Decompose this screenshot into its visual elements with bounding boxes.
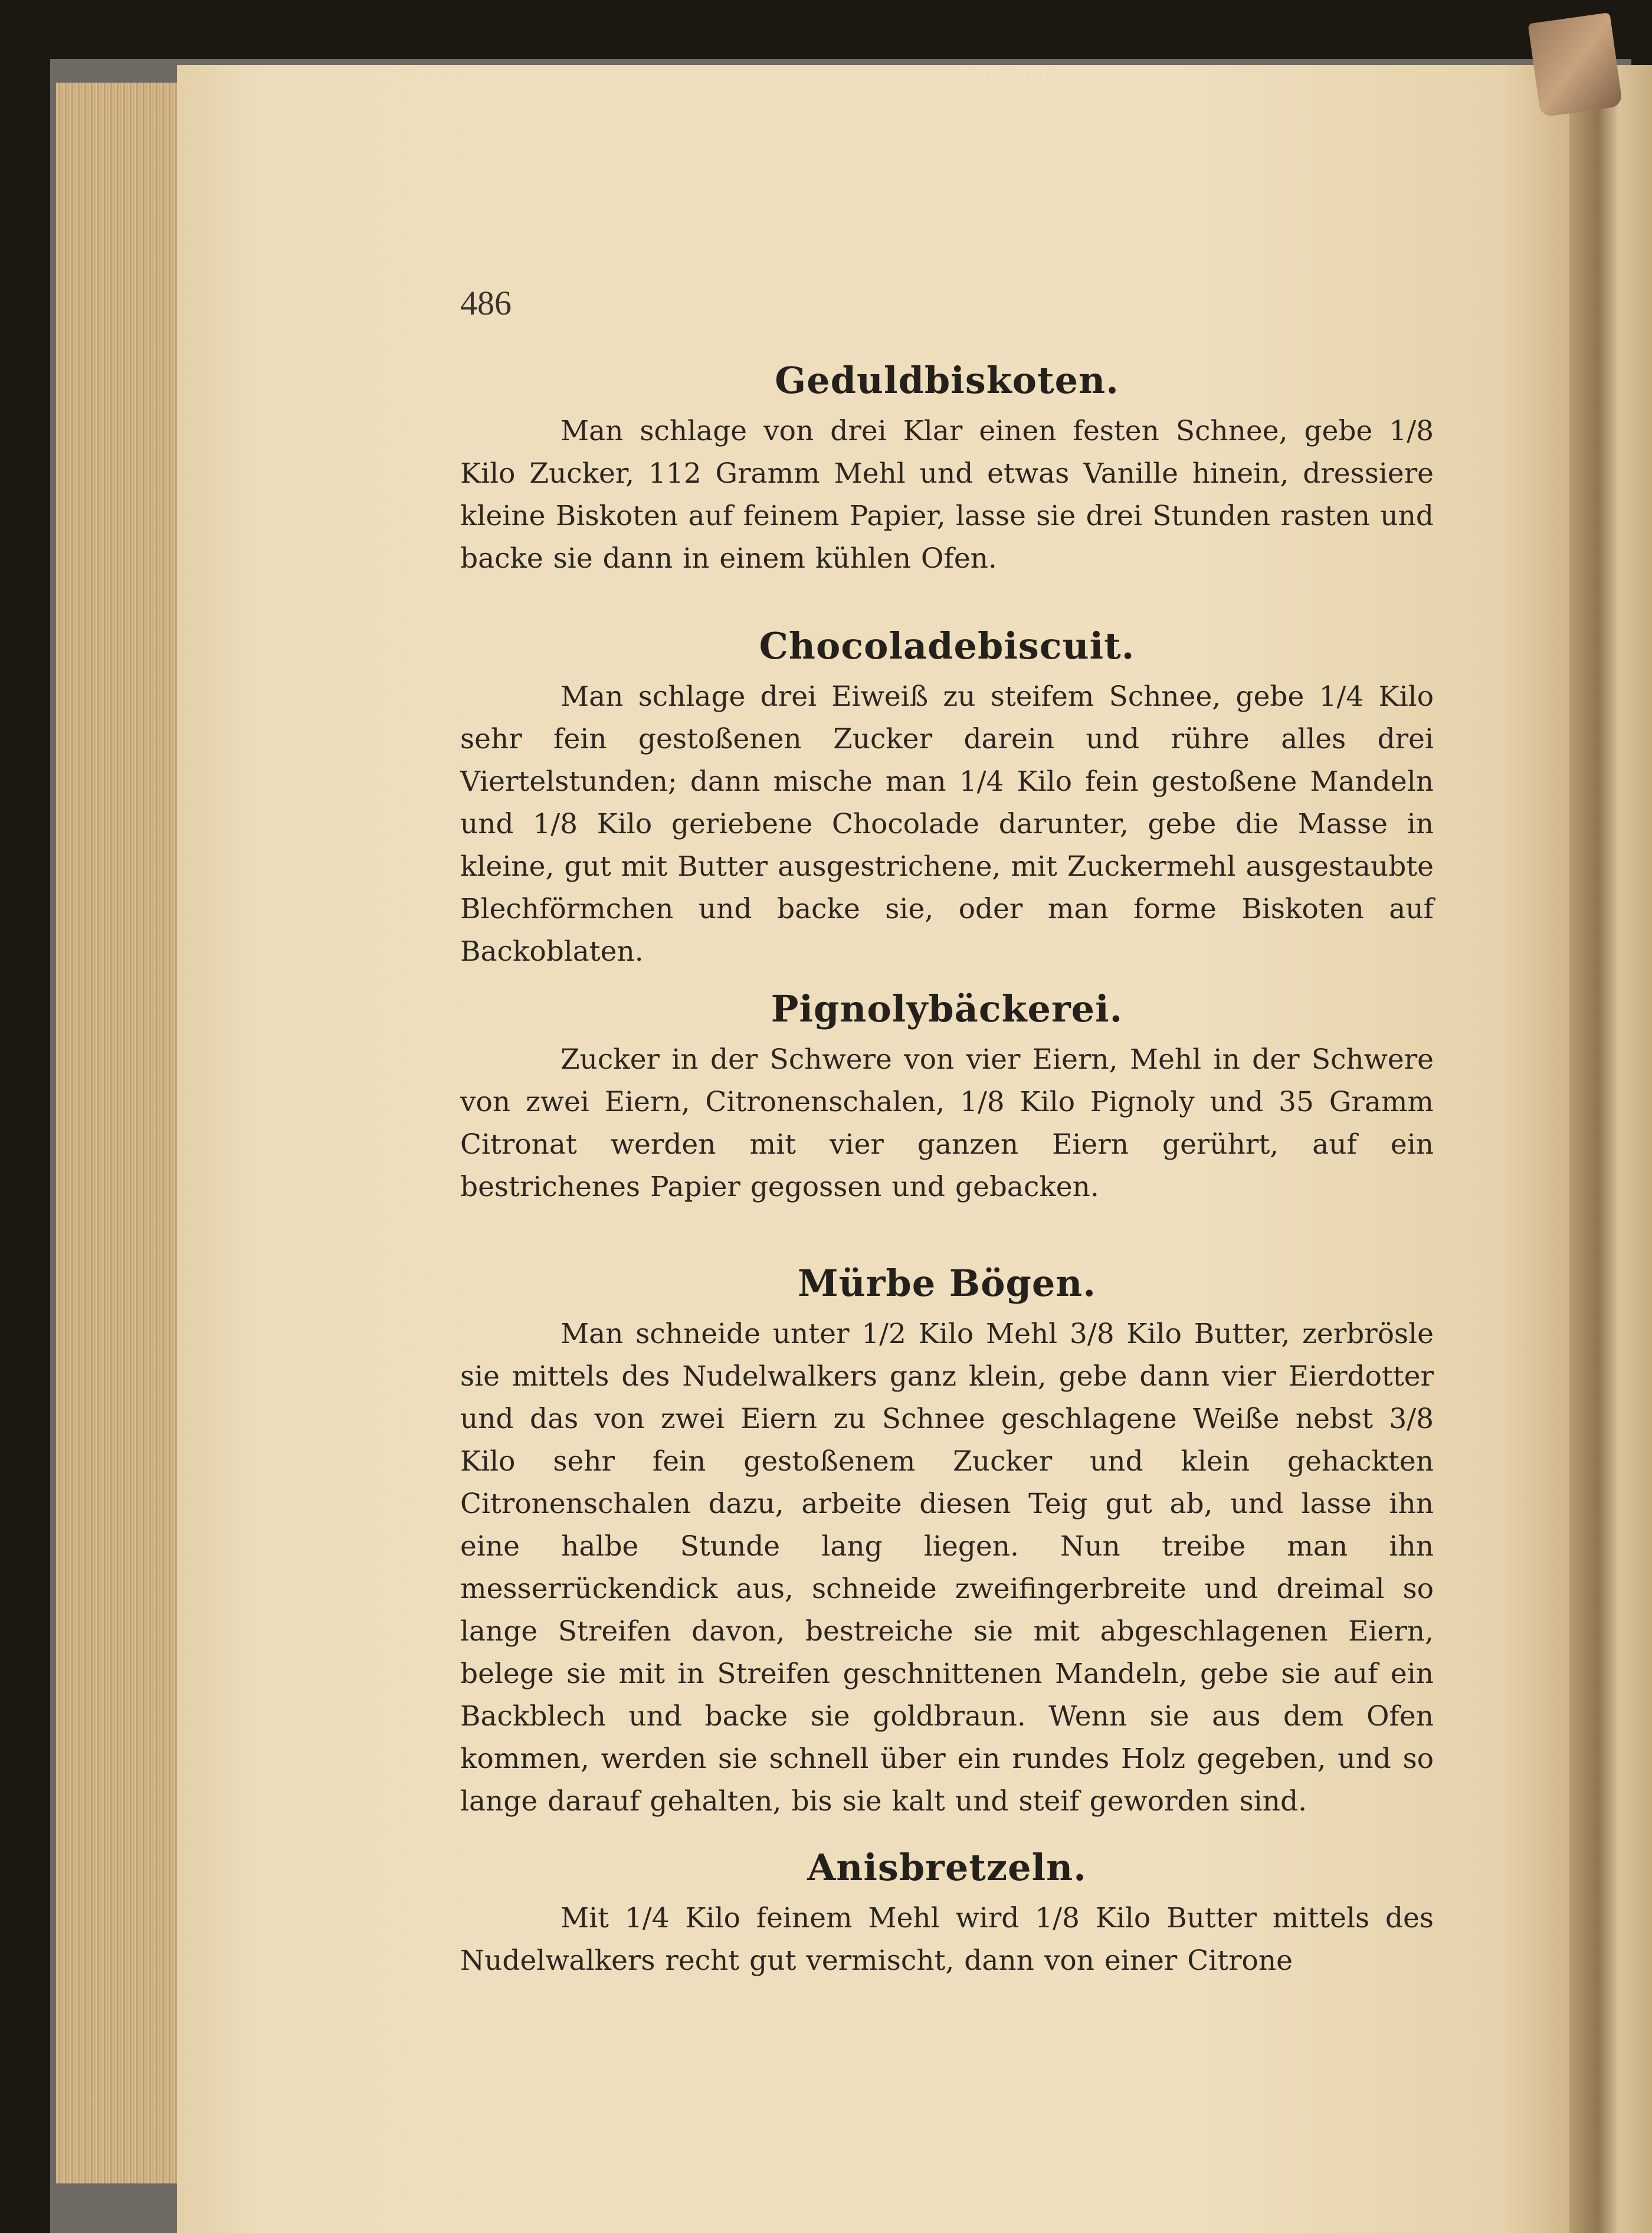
- recipe-anisbretzeln: [460, 1838, 1434, 1982]
- recipe-text: Zucker in der Schwere von vier Eiern, Mehl in der Schwere von zwei Eiern, Citronenschalen, 1/8 Kilo Pignoly und 35 Gramm Citronat werden mit vier ganzen Eiern gerührt, auf ein bestrichenes Papier gegossen und gebacken.: [460, 1043, 1434, 1203]
- book-gutter: [1569, 65, 1652, 2233]
- recipe-title: Pignolybäckerei.: [771, 987, 1123, 1030]
- recipe-title: Mürbe Bögen.: [798, 1262, 1096, 1305]
- recipe-title: Chocoladebiscuit.: [759, 624, 1135, 667]
- recipe-geduldbiskoten: [460, 351, 1434, 580]
- recipe-title: Anisbretzeln.: [807, 1846, 1087, 1889]
- recipe-text: Man schneide unter 1/2 Kilo Mehl 3/8 Kilo Butter, zerbrösle sie mittels des Nudelwalkers ganz klein, gebe dann vier Eierdotter und das von zwei Eiern zu Schnee geschlagene Weiße nebst 3/8 Kilo sehr fein gestoßenem Zucker und klein gehackten Citronenschalen dazu, arbeite diesen Teig gut ab, und lasse ihn eine halbe Stunde lang liegen. Nun treibe man ihn messerrückendick aus, schneide zweifingerbreite und dreimal so lange Streifen davon, bestreiche sie mit abgeschlagenen Eiern, belege sie mit in Streifen geschnittenen Mandeln, gebe sie auf ein Backblech und backe sie goldbraun. Wenn sie aus dem Ofen kommen, werden sie schnell über ein rundes Holz gegeben, und so lange darauf gehalten, bis sie kalt und steif geworden sind.: [460, 1318, 1434, 1818]
- recipe-text: Man schlage von drei Klar einen festen Schnee, gebe 1/8 Kilo Zucker, 112 Gramm Mehl und etwas Vanille hinein, dressiere kleine Biskoten auf feinem Papier, lasse sie drei Stunden rasten und backe sie dann in einem kühlen Ofen.: [460, 415, 1434, 575]
- bookmark-ribbon: [1528, 12, 1623, 117]
- recipe-chocoladebiscuit: [460, 617, 1434, 973]
- recipe-title: Geduldbiskoten.: [775, 359, 1119, 402]
- recipe-muerbe-boegen: [460, 1254, 1434, 1823]
- recipe-pignolybaeckerei: [460, 980, 1434, 1209]
- recipe-text: Man schlage drei Eiweiß zu steifem Schnee, gebe 1/4 Kilo sehr fein gestoßenen Zucker darein und rühre alles drei Viertelstunden; dann mische man 1/4 Kilo fein gestoßene Mandeln und 1/8 Kilo geriebene Chocolade darunter, gebe die Masse in kleine, gut mit Butter ausgestrichene, mit Zuckermehl ausgestaubte Blechförmchen und backe sie, oder man forme Biskoten auf Backoblaten.: [460, 680, 1434, 968]
- recipe-text: Mit 1/4 Kilo feinem Mehl wird 1/8 Kilo Butter mittels des Nudelwalkers recht gut vermischt, dann von einer Citrone: [460, 1902, 1434, 1977]
- page-edges: [56, 83, 198, 2183]
- page-number: 486: [460, 284, 512, 322]
